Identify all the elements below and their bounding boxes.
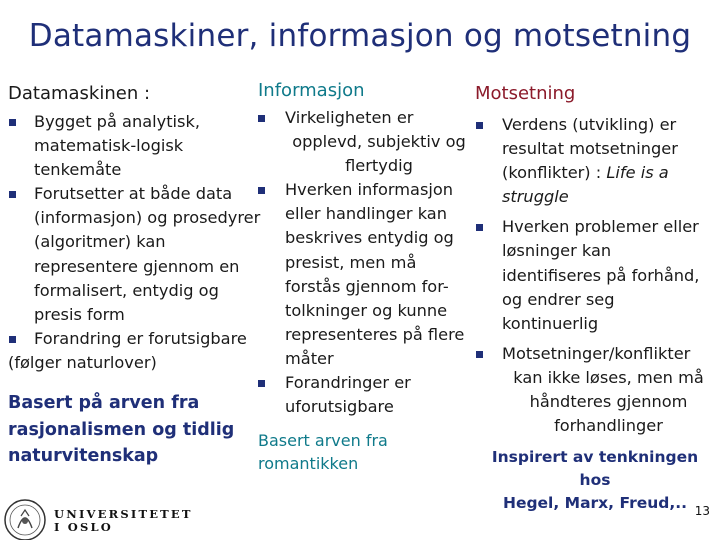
list-item-line: struggle — [502, 187, 569, 207]
basis-line: Basert arven fra — [258, 431, 388, 450]
list-item-line: forhandlinger — [554, 416, 663, 436]
list-item-line: uforutsigbare — [285, 397, 394, 417]
list-item-line: løsninger kan — [502, 241, 612, 261]
motsetning-list — [475, 113, 715, 438]
basis-line: rasjonalismen og tidlig — [8, 419, 235, 440]
list-item-text: (konflikter) : — [502, 163, 607, 183]
list-item-line: kontinuerlig — [502, 313, 599, 333]
list-item-emphasis: Life is a — [606, 163, 669, 183]
bullet-square-icon — [476, 122, 483, 129]
list-item-line: tenkemåte — [34, 160, 122, 180]
list-item-line: Forandring er forutsigbare — [34, 328, 247, 348]
list-item-line: Motsetninger/konflikter — [502, 343, 691, 363]
list-item-line: kan ikke løses, men må — [513, 367, 704, 387]
list-item-line: (informasjon) og prosedyrer — [34, 208, 261, 228]
list-item — [258, 371, 473, 419]
list-item — [258, 106, 473, 178]
basis-line: Inspirert av tenkningen hos — [491, 448, 699, 489]
list-item-line: Virkeligheten er — [285, 108, 414, 127]
motsetning-heading: Motsetning — [475, 83, 576, 104]
datamaskinen-basis — [8, 390, 234, 470]
bullet-square-icon — [258, 380, 265, 387]
list-item-line: Forandringer er — [285, 373, 411, 393]
list-item-line: representere gjennom en — [34, 256, 240, 276]
informasjon-list — [258, 106, 473, 419]
bullet-square-icon — [258, 187, 265, 194]
list-item-line: tolkninger og kunne — [285, 300, 448, 320]
list-item-line: eller handlinger kan — [285, 204, 447, 224]
informasjon-basis — [258, 429, 388, 475]
bullet-square-icon — [476, 351, 483, 358]
motsetning-basis — [475, 446, 715, 515]
bullet-square-icon — [476, 224, 483, 231]
list-item-line: forstås gjennom for- — [285, 276, 449, 296]
list-item-line: resultat motsetninger — [502, 139, 678, 159]
list-item-line: måter — [285, 348, 334, 368]
datamaskinen-list — [8, 110, 268, 375]
slide-title: Datamaskiner, informasjon og motsetning — [28, 18, 692, 54]
bullet-square-icon — [9, 336, 16, 343]
list-item-line: Forutsetter at både data — [34, 184, 233, 204]
list-item-line: presist, men må — [285, 252, 417, 272]
list-item — [475, 215, 715, 335]
bullet-square-icon — [9, 191, 16, 198]
basis-line: romantikken — [258, 454, 359, 473]
list-item — [8, 110, 268, 182]
list-item-line — [502, 161, 715, 185]
list-item-line: Bygget på analytisk, — [34, 112, 201, 131]
list-item — [8, 182, 268, 327]
list-item-line: matematisk-logisk — [34, 136, 184, 156]
list-item-line: og endrer seg — [502, 289, 615, 309]
bullet-square-icon — [9, 119, 16, 126]
list-item — [475, 113, 715, 209]
informasjon-heading: Informasjon — [258, 80, 365, 101]
list-item-line: håndteres gjennom — [529, 392, 688, 412]
list-item-line: presis form — [34, 304, 125, 324]
continuation-line: (følger naturlover) — [8, 352, 157, 372]
basis-line: Hegel, Marx, Freud,.. — [502, 494, 688, 512]
list-item — [258, 178, 473, 371]
list-item-line: Verdens (utvikling) er — [502, 115, 677, 134]
list-item-line: flertydig — [345, 156, 413, 176]
datamaskinen-heading: Datamaskinen : — [8, 83, 151, 104]
list-item-line: opplevd, subjektiv og — [292, 132, 466, 152]
basis-line: Basert på arven fra — [8, 393, 200, 413]
university-seal-icon — [2, 494, 48, 540]
list-item-line: formalisert, entydig og — [34, 280, 219, 300]
bullet-square-icon — [258, 115, 265, 122]
logo-line-1: UNIVERSITETET — [54, 507, 193, 521]
university-logo-text — [54, 508, 193, 534]
list-item-line: representeres på flere — [285, 324, 465, 344]
list-item-line: beskrives entydig og — [285, 228, 454, 248]
logo-line-2: I OSLO — [54, 520, 114, 534]
page-number: 13 — [694, 504, 710, 518]
list-item — [8, 327, 268, 351]
list-item-line: Hverken problemer eller — [502, 217, 699, 237]
list-item-line: identifiseres på forhånd, — [502, 265, 700, 285]
basis-line: naturvitenskap — [8, 446, 159, 466]
list-item-line: Hverken informasjon — [285, 180, 454, 200]
list-item-line: (algoritmer) kan — [34, 232, 166, 252]
list-item — [475, 342, 715, 438]
